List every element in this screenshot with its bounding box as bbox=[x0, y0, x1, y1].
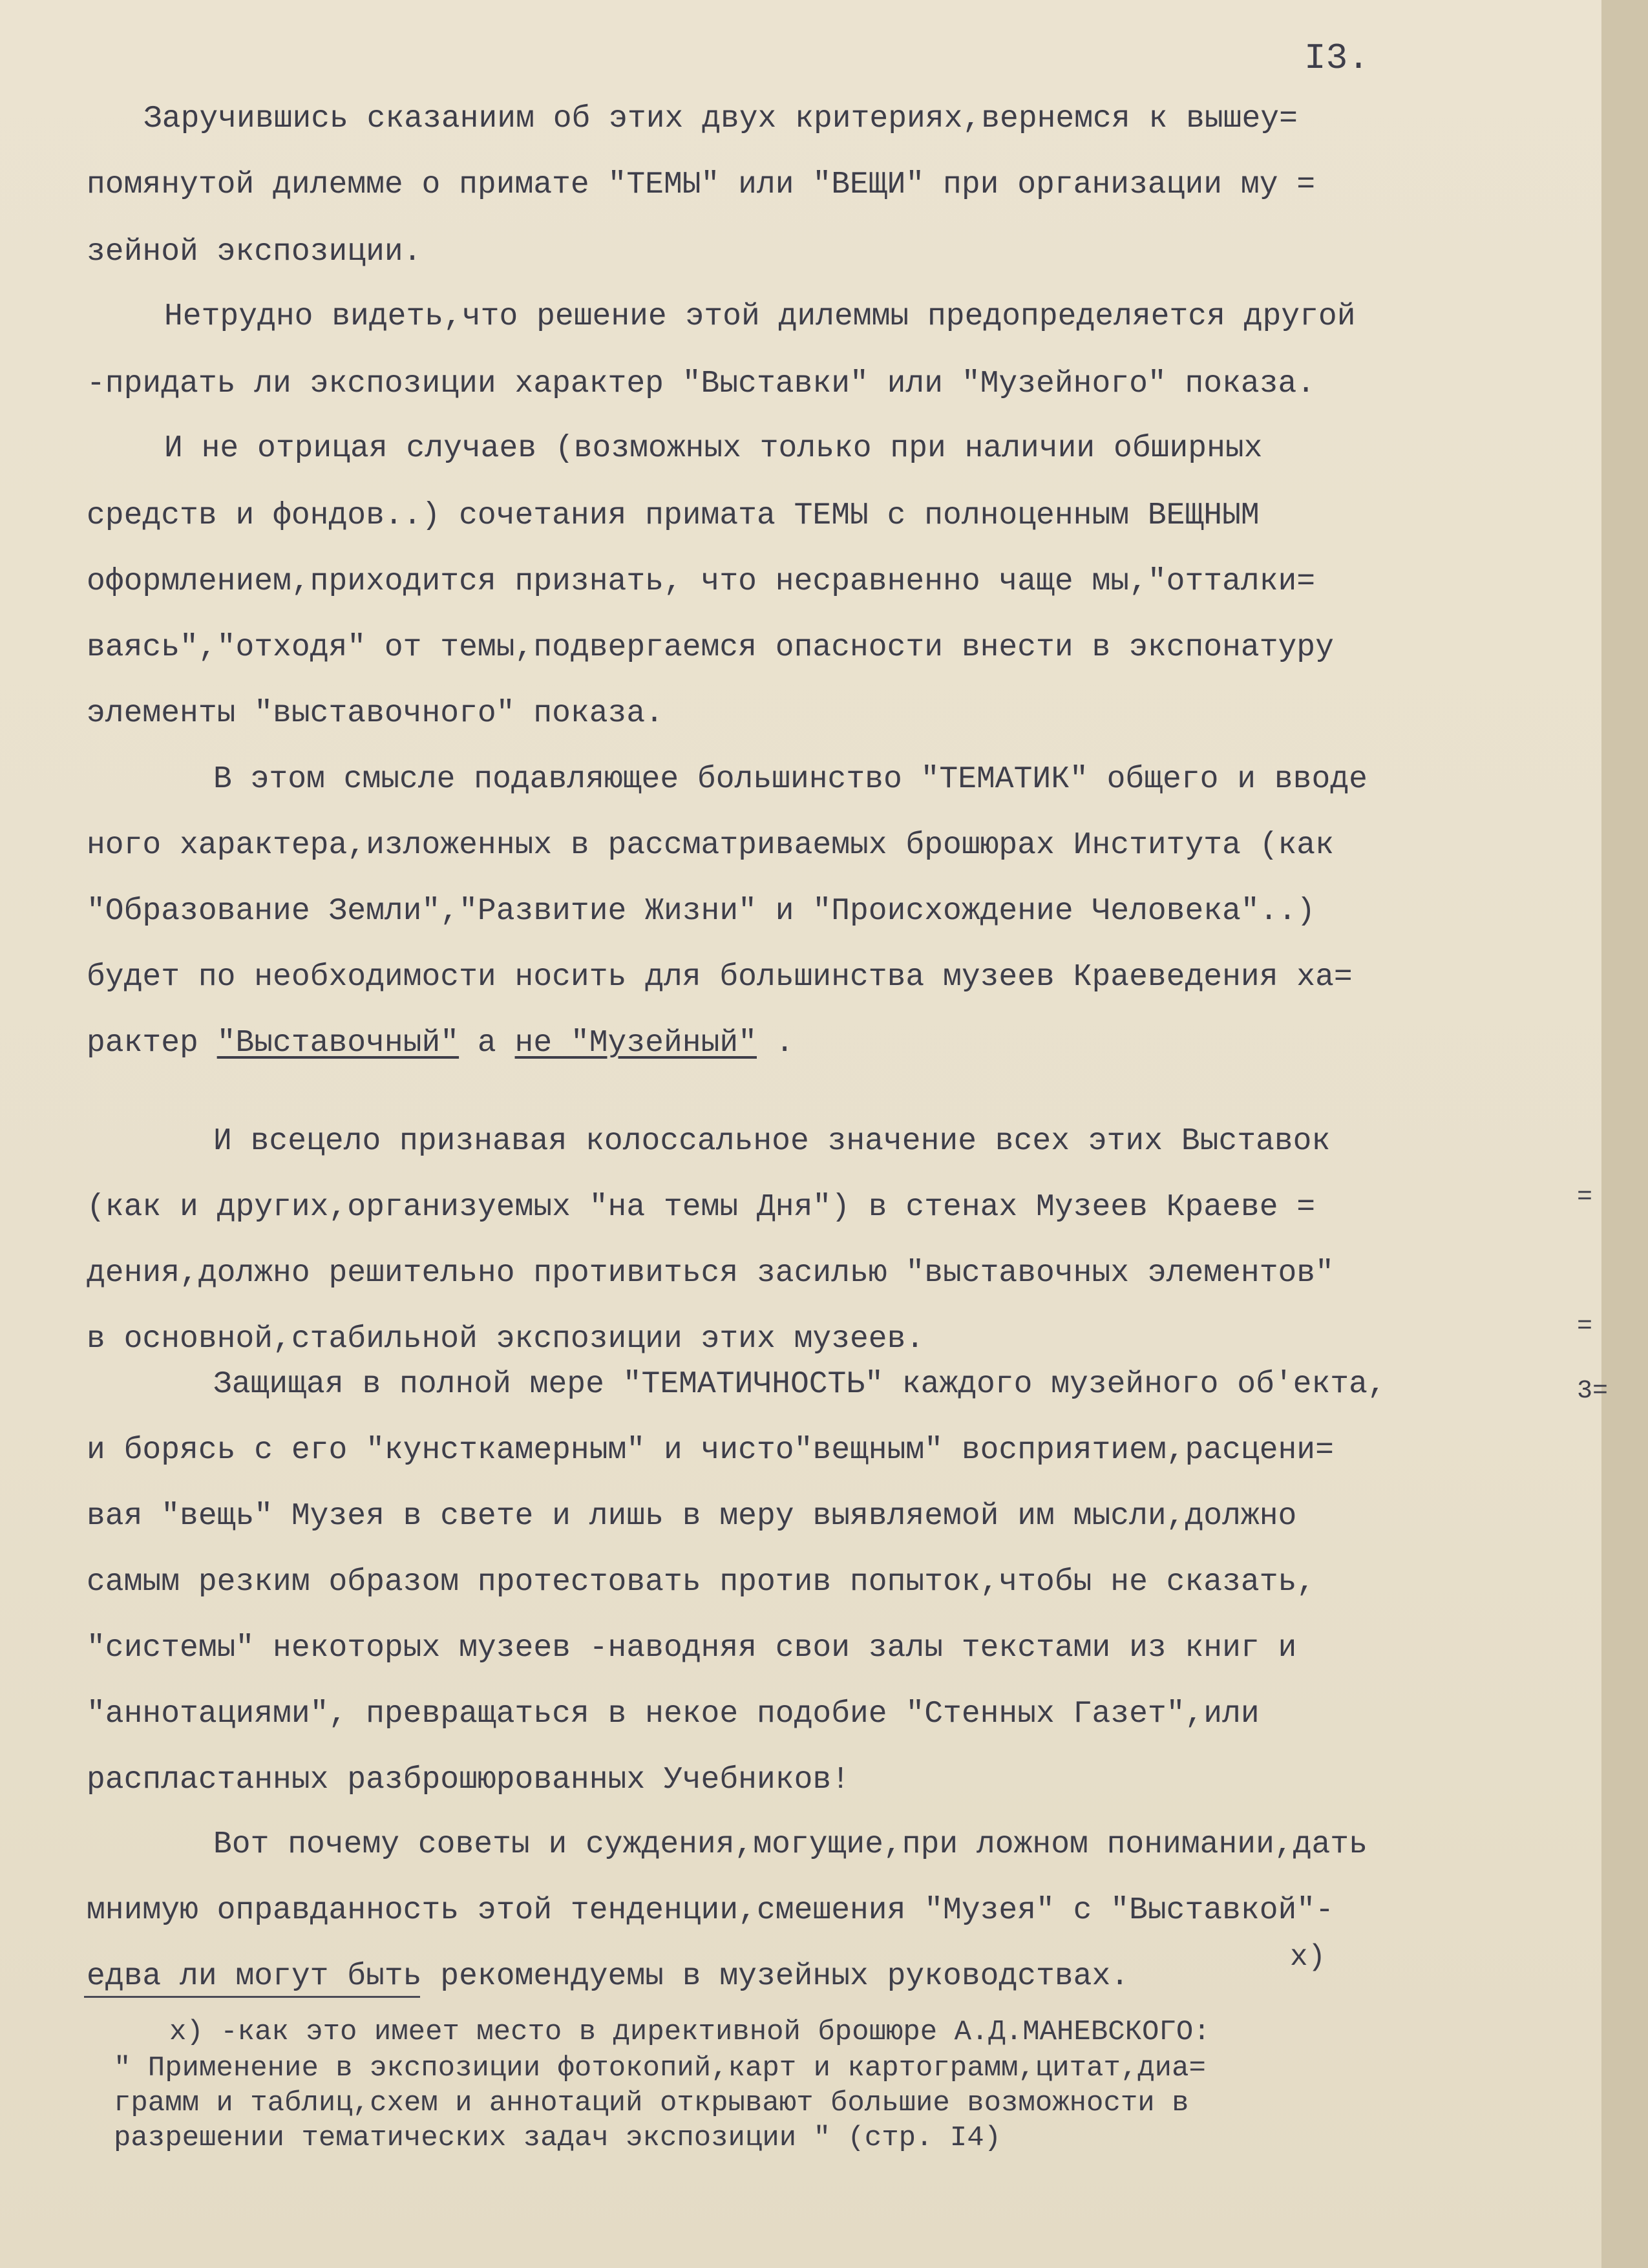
text-line: -придать ли экспозиции характер "Выставки" или "Музейного" показа. bbox=[87, 366, 1316, 401]
text-line: Защищая в полной мере "ТЕМАТИЧНОСТЬ" каждого музейного об'екта, bbox=[213, 1367, 1386, 1402]
text-line: и борясь с его "кунсткамерным" и чисто"вещным" восприятием,расцени= bbox=[87, 1433, 1334, 1468]
text-line: Нетрудно видеть,что решение этой дилеммы предопределяется другой bbox=[164, 299, 1356, 334]
text-line: будет по необходимости носить для большинства музеев Краеведения ха= bbox=[87, 960, 1353, 995]
text-line: "системы" некоторых музеев -наводняя свои залы текстами из книг и bbox=[87, 1631, 1297, 1666]
text-segment: рактер bbox=[87, 1026, 217, 1061]
text-segment: а bbox=[459, 1026, 515, 1061]
text-line: "аннотациями", превращаться в некое подобие "Стенных Газет",или bbox=[87, 1697, 1260, 1732]
text-line: вая "вещь" Музея в свете и лишь в меру выявляемой им мысли,должно bbox=[87, 1499, 1297, 1534]
margin-mark: 3= bbox=[1577, 1377, 1609, 1406]
text-line: И всецело признавая колоссальное значение всех этих Выставок bbox=[213, 1124, 1331, 1159]
text-line: средств и фондов..) сочетания примата ТЕМЫ с полноценным ВЕЩНЫМ bbox=[87, 498, 1260, 533]
margin-mark: = bbox=[1577, 1183, 1593, 1212]
text-line: дения,должно решительно противиться засилью "выставочных элементов" bbox=[87, 1256, 1334, 1291]
text-line: мнимую оправданность этой тенденции,смешения "Музея" с "Выставкой"- bbox=[87, 1893, 1334, 1928]
scan-background bbox=[1601, 0, 1648, 2268]
footnote-line: x) -как это имеет место в директивной брошюре А.Д.МАНЕВСКОГО: bbox=[169, 2016, 1210, 2048]
text-line: в основной,стабильной экспозиции этих музеев. bbox=[87, 1322, 925, 1357]
footnote-line: грамм и таблиц,схем и аннотаций открывают большие возможности в bbox=[114, 2087, 1189, 2119]
margin-mark: = bbox=[1577, 1312, 1593, 1341]
text-line: В этом смысле подавляющее большинство "ТЕМАТИК" общего и вводе bbox=[213, 762, 1368, 797]
underlined-term: не "Музейный" bbox=[514, 1026, 757, 1061]
text-line: И не отрицая случаев (возможных только при наличии обширных bbox=[164, 431, 1263, 466]
text-line: элементы "выставочного" показа. bbox=[87, 696, 664, 731]
text-line: помянутой дилемме о примате "ТЕМЫ" или "ВЕЩИ" при организации му = bbox=[87, 167, 1316, 202]
text-line: ваясь","отходя" от темы,подвергаемся опасности внести в экспонатуру bbox=[87, 630, 1334, 665]
footnote-mark: x) bbox=[1290, 1940, 1326, 1974]
text-line: "Образование Земли","Развитие Жизни" и "Происхождение Человека"..) bbox=[87, 894, 1316, 929]
footnote-line: разрешении тематических задач экспозиции " (стр. I4) bbox=[114, 2122, 1002, 2154]
page-number: I3. bbox=[1304, 37, 1369, 79]
text-line: оформлением,приходится признать, что несравненно чаще мы,"отталки= bbox=[87, 564, 1316, 599]
underlined-term: "Выставочный" bbox=[217, 1026, 460, 1061]
text-segment: . bbox=[757, 1026, 794, 1061]
text-line: самым резким образом протестовать против попыток,чтобы не сказать, bbox=[87, 1565, 1316, 1600]
text-line: зейной экспозиции. bbox=[87, 235, 422, 270]
footnote-separator bbox=[84, 1996, 420, 1998]
text-line: распластанных разброшюрованных Учебников! bbox=[87, 1763, 850, 1797]
text-line: едва ли могут быть рекомендуемы в музейных руководствах. bbox=[87, 1959, 1130, 1994]
text-line: Заручившись сказаниим об этих двух критериях,вернемся к вышеу= bbox=[143, 101, 1298, 136]
text-line: ного характера,изложенных в рассматриваемых брошюрах Института (как bbox=[87, 828, 1334, 863]
underlined-line bbox=[87, 1028, 794, 1059]
text-line: Вот почему советы и суждения,могущие,при ложном понимании,дать bbox=[213, 1827, 1368, 1862]
text-line: (как и других,организуемых "на темы Дня") в стенах Музеев Краеве = bbox=[87, 1190, 1316, 1225]
footnote-line: " Применение в экспозиции фотокопий,карт и картограмм,цитат,диа= bbox=[114, 2052, 1206, 2084]
